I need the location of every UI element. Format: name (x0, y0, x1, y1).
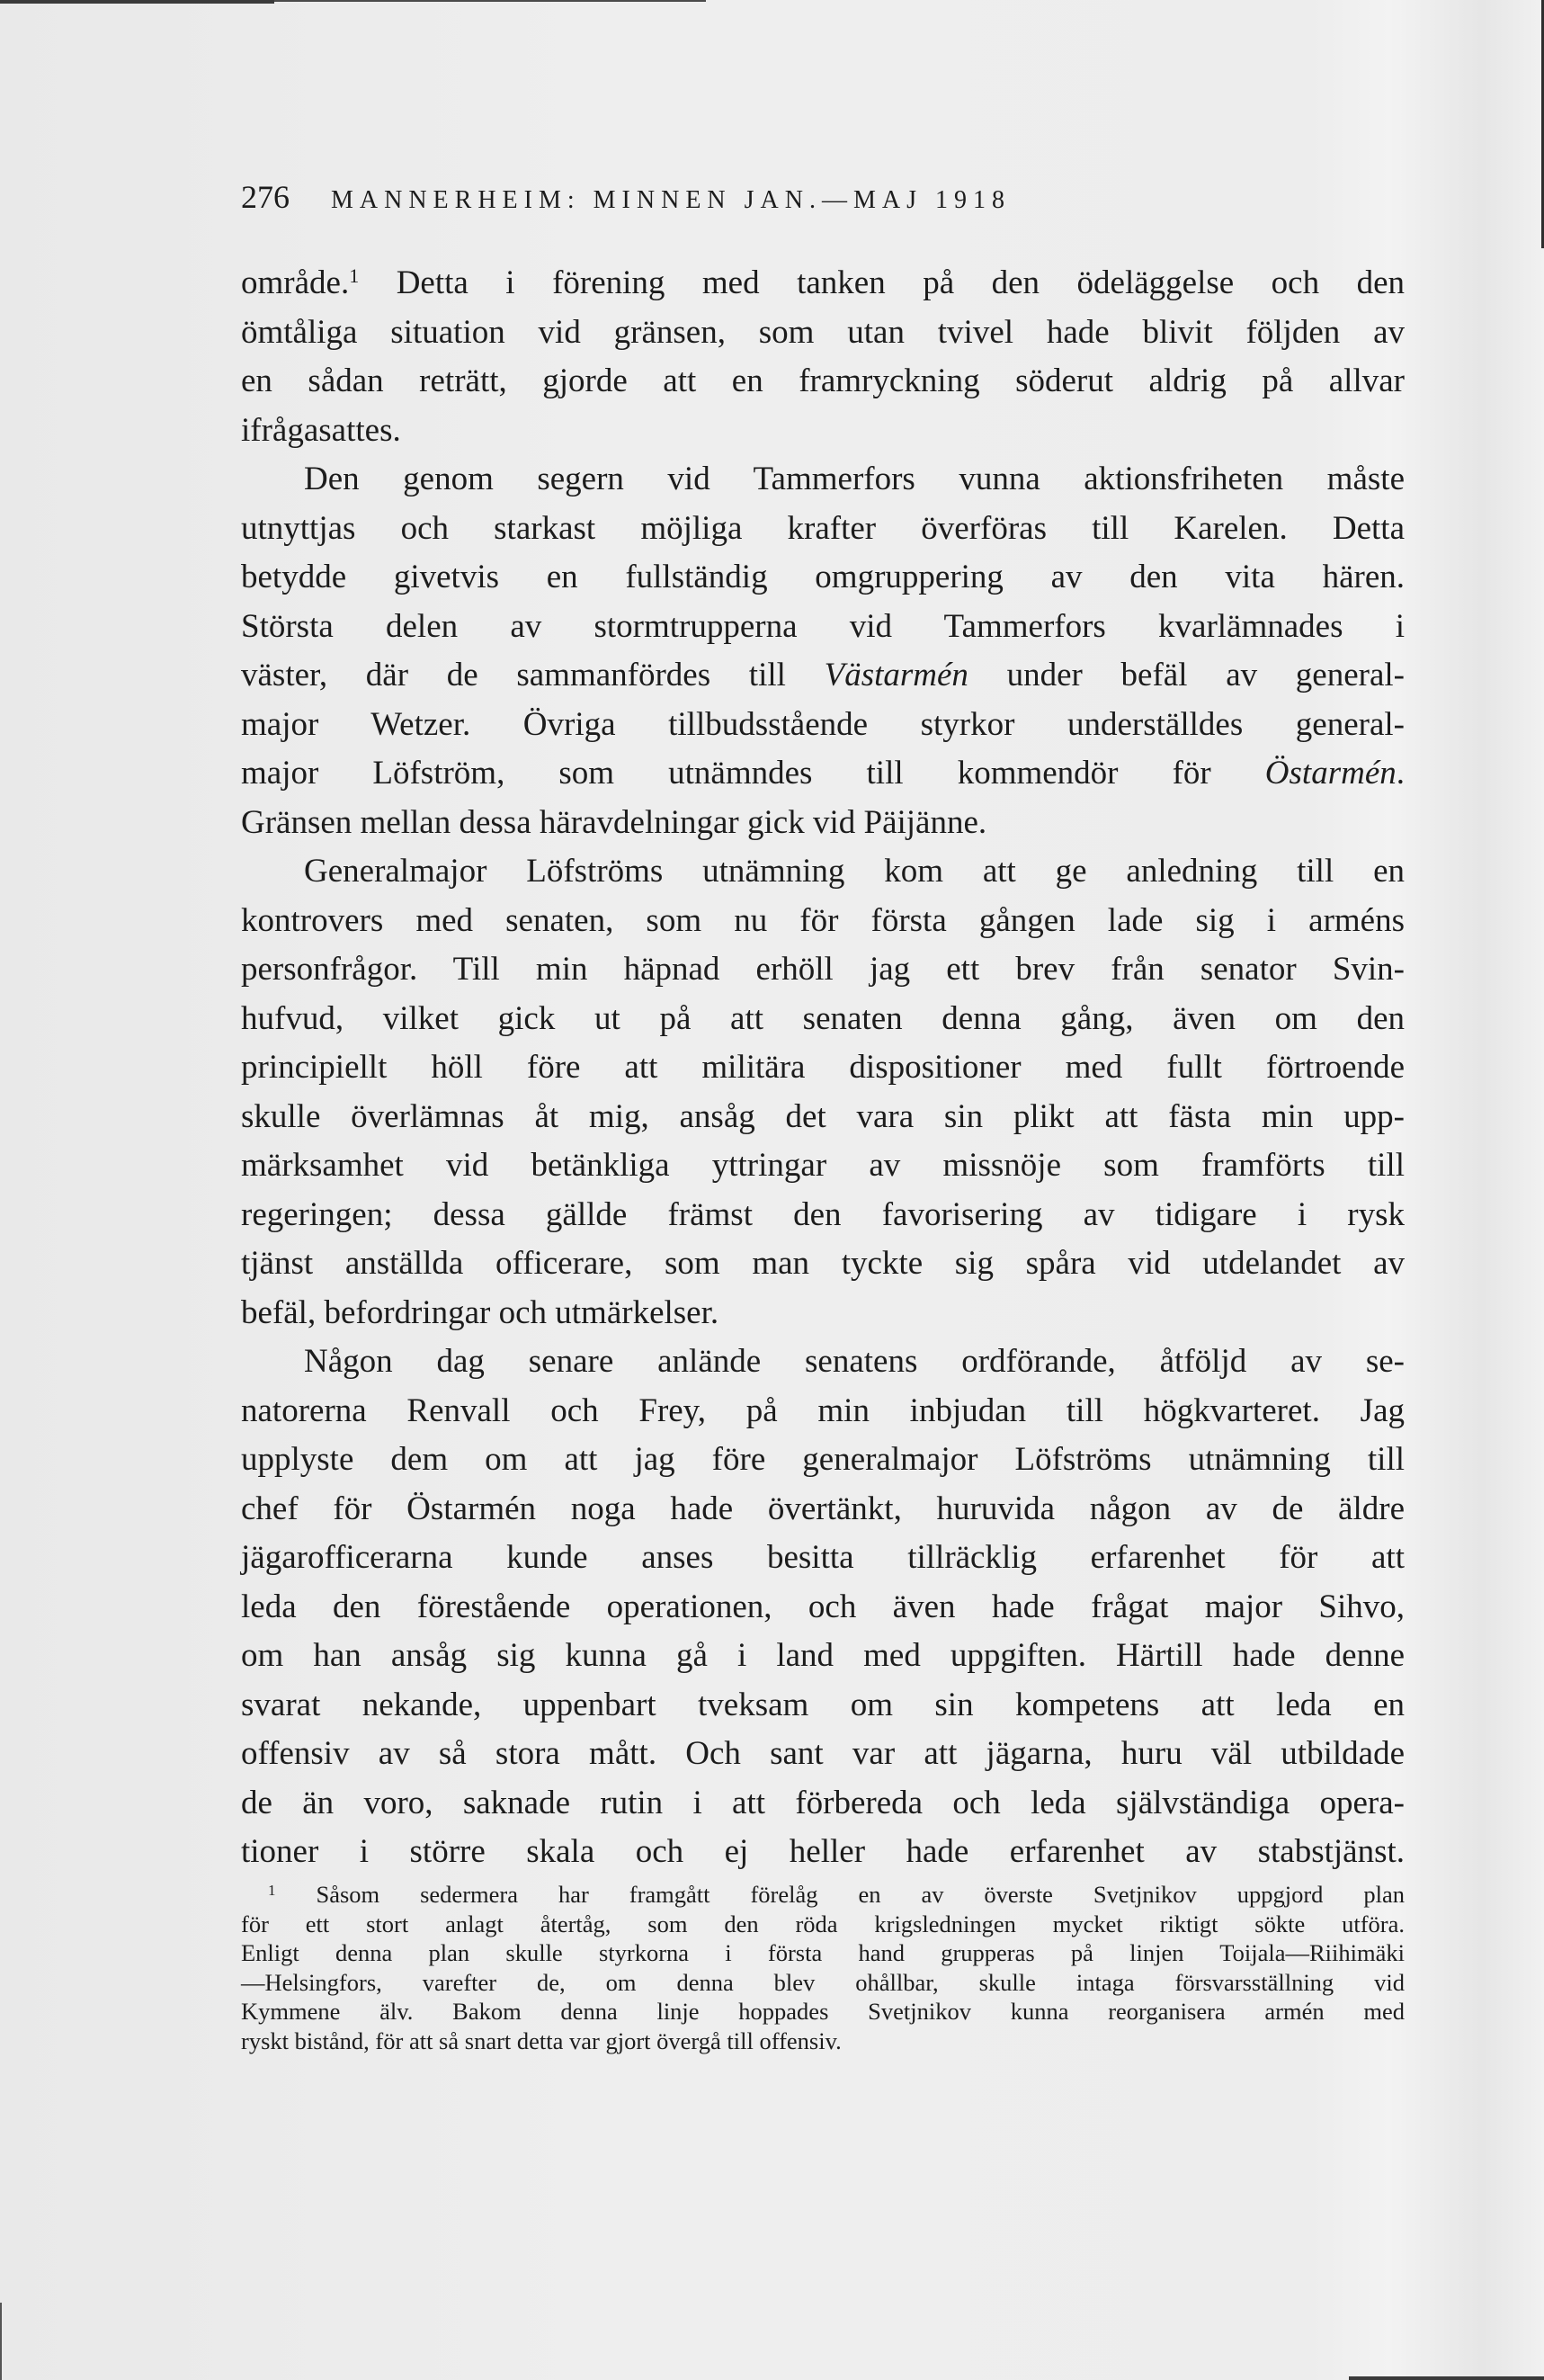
footnote-line: Enligt denna plan skulle styrkorna i första hand grupperas på linjen Toijala—Riihimäki (241, 1939, 1405, 1966)
text-line: jägarofficerarna kunde anses besitta tillräcklig erfarenhet för att (241, 1539, 1405, 1576)
text-line: principiellt höll före att militära dispositioner med fullt förtroende (241, 1049, 1405, 1086)
footnote-line: ryskt bistånd, för att så snart detta var gjort övergå till offensiv. (241, 2027, 842, 2054)
text-line: betydde givetvis en fullständig omgruppering av den vita hären. (241, 559, 1405, 595)
scan-edge-top-thin (274, 0, 706, 2)
scan-edge-left (0, 2303, 2, 2380)
text-line: personfrågor. Till min häpnad erhöll jag ett brev från senator Svin- (241, 951, 1405, 988)
text-line: regeringen; dessa gällde främst den favorisering av tidigare i rysk (241, 1195, 1405, 1233)
running-head-title: MANNERHEIM: MINNEN JAN.—MAJ 1918 (331, 186, 1011, 214)
footnote (241, 1880, 1405, 2055)
running-head (241, 176, 1410, 218)
text-line: befäl, befordringar och utmärkelser. (241, 1293, 719, 1331)
text-line: natorerna Renvall och Frey, på min inbjudan till högkvarteret. Jag (241, 1391, 1405, 1429)
text-segment: under befäl av general- (968, 657, 1405, 693)
italic-term: Västarmén (824, 657, 968, 693)
text-line: en sådan reträtt, gjorde att en framryckning söderut aldrig på allvar (241, 362, 1405, 399)
page-number: 276 (241, 179, 290, 215)
text-line: Gränsen mellan dessa häravdelningar gick vid Päijänne. (241, 803, 987, 841)
footnote-line: för ett stort anlagt återtåg, som den röda krigsledningen mycket riktigt sökte utföra. (241, 1910, 1405, 1937)
text-line: upplyste dem om att jag före generalmajor Löfströms utnämning till (241, 1441, 1405, 1478)
text-line: kontrovers med senaten, som nu för första gången lade sig i arméns (241, 901, 1405, 939)
text-line (241, 651, 1405, 701)
text-line (241, 749, 1405, 799)
text-segment: . (1396, 755, 1405, 792)
text-line: Största delen av stormtrupperna vid Tammerfors kvarlämnades i (241, 607, 1405, 645)
text-line: tioner i större skala och ej heller hade erfarenhet av stabstjänst. (241, 1833, 1405, 1870)
italic-term: Östarmén (1264, 755, 1397, 792)
text-line: märksamhet vid betänkliga yttringar av missnöje som framförts till (241, 1147, 1405, 1184)
text-line: leda den förestående operationen, och även hade frågat major Sihvo, (241, 1588, 1405, 1625)
text-line: tjänst anställda officerare, som man tyckte sig spåra vid utdelandet av (241, 1245, 1405, 1282)
text-line: svarat nekande, uppenbart tveksam om sin kompetens att leda en (241, 1686, 1405, 1723)
footnote-marker: 1 (268, 1882, 276, 1899)
text-segment: Såsom sedermera har framgått förelåg en av överste Svetjnikov uppgjord plan (275, 1881, 1405, 1908)
text-line: Generalmajor Löfströms utnämning kom att ge anledning till en (304, 853, 1405, 890)
text-segment: Detta i förening med tanken på den ödeläggelse och den (359, 264, 1405, 301)
scan-edge-bottom (1349, 2376, 1544, 2380)
text-segment: väster, där de sammanfördes till (241, 657, 825, 693)
footnote-reference[interactable]: 1 (349, 264, 360, 287)
text-line: chef för Östarmén noga hade övertänkt, huruvida någon av de äldre (241, 1490, 1405, 1527)
scan-edge-top (0, 0, 274, 4)
footnote-line (241, 1880, 1405, 1910)
text-line: skulle överlämnas åt mig, ansåg det vara sin plikt att fästa min upp- (241, 1097, 1405, 1135)
text-line: major Wetzer. Övriga tillbudsstående styrkor underställdes general- (241, 705, 1405, 743)
text-line: offensiv av så stora mått. Och sant var att jägarna, huru väl utbildade (241, 1735, 1405, 1772)
footnote-line: —Helsingfors, varefter de, om denna blev ohållbar, skulle intaga försvarsställning vid (241, 1968, 1405, 1996)
text-line (241, 259, 1405, 309)
body-text (241, 259, 1405, 1877)
text-line: utnyttjas och starkast möjliga krafter överföras till Karelen. Detta (241, 509, 1405, 547)
text-line: Den genom segern vid Tammerfors vunna aktionsfriheten måste (304, 461, 1405, 497)
footnote-line: Kymmene älv. Bakom denna linje hoppades Svetjnikov kunna reorganisera armén med (241, 1998, 1405, 2025)
text-line: ifrågasattes. (241, 411, 401, 449)
text-line: om han ansåg sig kunna gå i land med uppgiften. Härtill hade denne (241, 1637, 1405, 1674)
text-line: de än voro, saknade rutin i att förbereda och leda självständiga opera- (241, 1784, 1405, 1821)
text-line: Någon dag senare anlände senatens ordförande, åtföljd av se- (304, 1343, 1405, 1380)
text-segment: område. (241, 264, 350, 301)
text-segment: major Löfström, som utnämndes till kommendör för (241, 755, 1265, 792)
text-line: ömtåliga situation vid gränsen, som utan tvivel hade blivit följden av (241, 313, 1405, 351)
text-line: hufvud, vilket gick ut på att senaten denna gång, även om den (241, 999, 1405, 1037)
